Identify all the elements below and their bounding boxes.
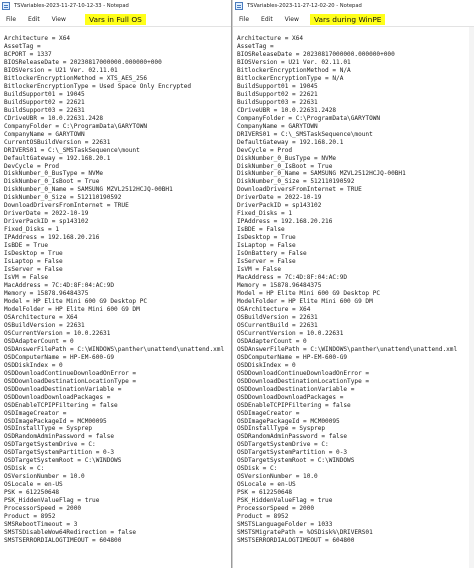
text-line: Fixed_Disks = 1 [4, 226, 60, 234]
text-line: DiskNumber_0_Name = SAMSUNG MZVL2512HCJQ-00BH1 [237, 170, 406, 178]
text-line: OSDImagePackageId = MCM00095 [4, 417, 107, 425]
text-line: Memory = 15878.96484375 [237, 282, 322, 290]
text-line: OSDDownloadDownloadPackages = [4, 393, 115, 401]
vertical-scrollbar[interactable] [469, 27, 474, 568]
menu-edit[interactable]: Edit [28, 15, 40, 23]
text-line: OSDDiskIndex = 0 [237, 361, 296, 369]
text-line: Model = HP Elite Mini 600 G9 Desktop PC [4, 297, 148, 305]
text-line: SMSTSERRORDIALOGTIMEOUT = 604800 [237, 537, 355, 545]
text-line: OSDDownloadContinueDownloadOnError = [237, 369, 373, 377]
notepad-icon [2, 2, 10, 10]
text-line: DiskNumber_0_Size = 512110190592 [237, 178, 355, 186]
text-line: SMSTSERRORDIALOGTIMEOUT = 604800 [4, 537, 122, 545]
menu-view[interactable]: View [284, 15, 299, 23]
text-line: Model = HP Elite Mini 600 G9 Desktop PC [237, 290, 381, 297]
text-line: DevCycle = Prod [4, 162, 60, 170]
text-line: Architecture = X64 [237, 35, 304, 42]
text-line: OSDAnswerFilePath = C:\WINDOWS\panther\unattend\unattend.xml [4, 345, 225, 353]
text-line: OSDAdapterCount = 0 [4, 337, 74, 345]
text-line: OSArchitecture = X64 [4, 313, 78, 321]
text-line: OSDEnableTCPIPFiltering = false [4, 401, 118, 409]
text-line: DevCycle = Prod [237, 146, 293, 154]
text-line: OSBuildVersion = 22631 [4, 321, 85, 329]
text-line: PSK = 612250648 [4, 489, 60, 497]
text-line: IsBDE = False [237, 226, 285, 234]
text-line: OSDRandomAdminPassword = false [237, 433, 348, 441]
text-line: CurrentOSBuildVersion = 22631 [4, 138, 111, 146]
text-line: OSCurrentBuild = 22631 [237, 321, 318, 329]
text-line: MacAddress = 7C:4D:8F:04:AC:9D [4, 282, 115, 290]
text-line: OSDRandomAdminPassword = false [4, 433, 115, 441]
text-line: DriverDate = 2022-10-19 [237, 194, 322, 202]
text-line: BitlockerEncryptionMethod = XTS_AES_256 [4, 74, 148, 82]
menu-edit[interactable]: Edit [261, 15, 273, 23]
text-line: IPAddress = 192.168.20.216 [237, 218, 333, 226]
text-line: OSDTargetSystemDrive = C: [4, 441, 96, 449]
text-line: BuildSupport01 = 19045 [4, 90, 85, 98]
text-line: OSDTargetSystemPartition = 0-3 [237, 449, 348, 457]
text-line: OSArchitecture = X64 [237, 305, 311, 313]
text-line: BuildSupport03 = 22631 [237, 98, 318, 106]
text-line: OSLocale = en-US [237, 481, 296, 489]
text-line: Product = 8952 [237, 513, 289, 521]
menu-bar [0, 12, 231, 27]
text-line: IsLaptop = False [4, 258, 63, 266]
text-line: OSDImageCreator = [4, 409, 71, 417]
text-line: CompanyFolder = C:\ProgramData\GARYTOWN [4, 122, 148, 130]
text-line: OSDDownloadDestinationVariable = [4, 385, 126, 393]
text-line: BIOSVersion = U21 Ver. 02.11.01 [4, 66, 118, 74]
annotation-label: Vars during WinPE [310, 14, 385, 25]
text-line: OSDDownloadContinueDownloadOnError = [4, 369, 140, 377]
text-line: BitlockerEncryptionType = Used Space Only Encrypted [4, 82, 192, 90]
text-line: IsVM = False [237, 266, 282, 274]
text-line: ProcessorSpeed = 2000 [4, 505, 82, 513]
text-line: BuildSupport03 = 22631 [4, 106, 85, 114]
notepad-window-winpe [232, 0, 474, 568]
text-line: SMSTSDisableWow64Redirection = false [4, 529, 137, 537]
text-line: IsLaptop = False [237, 242, 296, 250]
text-line: OSCurrentVersion = 10.0.22631 [4, 329, 111, 337]
text-line: OSDDownloadDestinationLocationType = [237, 377, 373, 385]
text-line: AssetTag = [4, 42, 41, 50]
text-line: IPAddress = 192.168.20.216 [4, 234, 100, 242]
text-line: BIOSReleaseDate = 20230817000000.000000+000 [4, 58, 162, 66]
text-line: PSK_HiddenValueFlag = true [4, 497, 100, 505]
text-line: OSVersionNumber = 10.0 [4, 473, 85, 481]
text-line: OSDAnswerFilePath = C:\WINDOWS\panther\unattend\unattend.xml [237, 345, 458, 353]
text-line: PSK_HiddenValueFlag = true [237, 497, 333, 505]
text-line: CompanyFolder = C:\ProgramData\GARYTOWN [237, 114, 381, 122]
text-line: DiskNumber_0_Name = SAMSUNG MZVL2512HCJQ-00BH1 [4, 186, 173, 194]
text-line: DefaultGateway = 192.168.20.1 [237, 138, 344, 146]
text-editor[interactable] [233, 27, 474, 545]
menu-view[interactable]: View [51, 15, 66, 23]
text-line: CompanyName = GARYTOWN [4, 130, 85, 138]
text-line: MacAddress = 7C:4D:8F:04:AC:9D [237, 274, 348, 282]
menu-bar [233, 12, 474, 27]
text-line: OSDDownloadDestinationVariable = [237, 385, 359, 393]
window-title: TSVariables-2023-11-27-10-12-33 - Notepad [14, 3, 129, 9]
text-line: DRIVERS01 = C:\_SMSTaskSequence\mount [237, 130, 373, 138]
text-line: OSDComputerName = HP-EM-600-G9 [4, 353, 115, 361]
text-line: BIOSVersion = U21 Ver. 02.11.01 [237, 58, 351, 66]
text-line: OSDComputerName = HP-EM-600-G9 [237, 353, 348, 361]
text-line: SMSTSMigratePath = %OSDisk%\DRIVERS01 [237, 529, 373, 537]
text-line: DriverPackID = sp143102 [4, 218, 89, 226]
text-line: DRIVERS01 = C:\_SMSTaskSequence\mount [4, 146, 140, 154]
text-line: IsBDE = True [4, 242, 49, 250]
text-line: ProcessorSpeed = 2000 [237, 505, 315, 513]
text-line: OSDDownloadDestinationLocationType = [4, 377, 140, 385]
text-line: DownloadDriversFromInternet = TRUE [4, 202, 129, 210]
text-line: IsDesktop = True [237, 234, 296, 242]
text-line: DefaultGateway = 192.168.20.1 [4, 154, 111, 162]
text-line: IsDesktop = True [4, 250, 63, 258]
text-line: BitlockerEncryptionMethod = N/A [237, 66, 351, 74]
text-line: OSDInstallType = Sysprep [4, 425, 93, 433]
text-line: ModelFolder = HP Elite Mini 600 G9 DM [4, 305, 140, 313]
text-line: OSDInstallType = Sysprep [237, 425, 326, 433]
title-bar [0, 0, 231, 12]
text-line: AssetTag = [237, 42, 274, 50]
text-line: BCPORT = 1337 [4, 50, 52, 58]
text-line: OSBuildVersion = 22631 [237, 313, 318, 321]
text-line: OSDTargetSystemRoot = C:\WINDOWS [4, 457, 122, 465]
text-line: BuildSupport01 = 19045 [237, 82, 318, 90]
menu-file[interactable]: File [239, 15, 250, 23]
notepad-window-full-os [0, 0, 232, 568]
annotation-label: Vars in Full OS [85, 14, 146, 25]
text-line: SMSTSLanguageFolder = 1033 [237, 521, 333, 529]
text-line: DriverDate = 2022-10-19 [4, 210, 89, 218]
text-line: DiskNumber_0_Size = 512110190592 [4, 194, 122, 202]
text-line: OSDAdapterCount = 0 [237, 337, 307, 345]
text-line: SMSRebootTimeout = 3 [4, 521, 78, 529]
text-line: CompanyName = GARYTOWN [237, 122, 318, 130]
window-title: TSVariables-2023-11-27-12-02-20 - Notepad [247, 3, 362, 9]
text-line: CDriveUBR = 10.0.22631.2428 [237, 106, 337, 114]
text-line: BuildSupport02 = 22621 [237, 90, 318, 98]
menu-file[interactable]: File [6, 15, 17, 23]
text-line: OSDTargetSystemRoot = C:\WINDOWS [237, 457, 355, 465]
text-line: IsVM = False [4, 274, 49, 282]
text-line: OSDDiskIndex = 0 [4, 361, 63, 369]
text-line: BIOSReleaseDate = 20230817000000.000000+000 [237, 50, 395, 58]
text-line: Memory = 15878.96484375 [4, 290, 89, 297]
notepad-icon [235, 2, 243, 10]
text-line: DiskNumber_0_IsBoot = True [237, 162, 333, 170]
text-line: IsOnBattery = False [237, 250, 307, 258]
text-line: OSDEnableTCPIPFiltering = false [237, 401, 351, 409]
text-line: OSDTargetSystemDrive = C: [237, 441, 329, 449]
text-line: Fixed_Disks = 1 [237, 210, 293, 218]
text-line: CDriveUBR = 10.0.22631.2428 [4, 114, 104, 122]
text-line: PSK = 612250648 [237, 489, 293, 497]
title-bar [233, 0, 474, 12]
text-line: BitlockerEncryptionType = N/A [237, 74, 344, 82]
text-line: OSDImageCreator = [237, 409, 304, 417]
text-line: DownloadDriversFromInternet = TRUE [237, 186, 362, 194]
text-line: IsServer = False [4, 266, 63, 274]
text-line: OSDisk = C: [4, 465, 45, 473]
text-line: IsServer = False [237, 258, 296, 266]
text-line: BuildSupport02 = 22621 [4, 98, 85, 106]
text-line: Product = 8952 [4, 513, 56, 521]
text-line: OSVersionNumber = 10.0 [237, 473, 318, 481]
text-line: OSDDownloadDownloadPackages = [237, 393, 348, 401]
text-line: Architecture = X64 [4, 35, 71, 42]
text-editor[interactable] [0, 27, 231, 545]
text-line: DriverPackID = sp143102 [237, 202, 322, 210]
text-line: OSDisk = C: [237, 465, 278, 473]
text-line: OSCurrentVersion = 10.0.22631 [237, 329, 344, 337]
text-line: OSLocale = en-US [4, 481, 63, 489]
text-line: ModelFolder = HP Elite Mini 600 G9 DM [237, 297, 373, 305]
text-line: OSDTargetSystemPartition = 0-3 [4, 449, 115, 457]
text-line: DiskNumber_0_BusType = NVMe [4, 170, 104, 178]
text-line: DiskNumber_0_IsBoot = True [4, 178, 100, 186]
text-line: DiskNumber_0_BusType = NVMe [237, 154, 337, 162]
text-line: OSDImagePackageId = MCM00095 [237, 417, 340, 425]
